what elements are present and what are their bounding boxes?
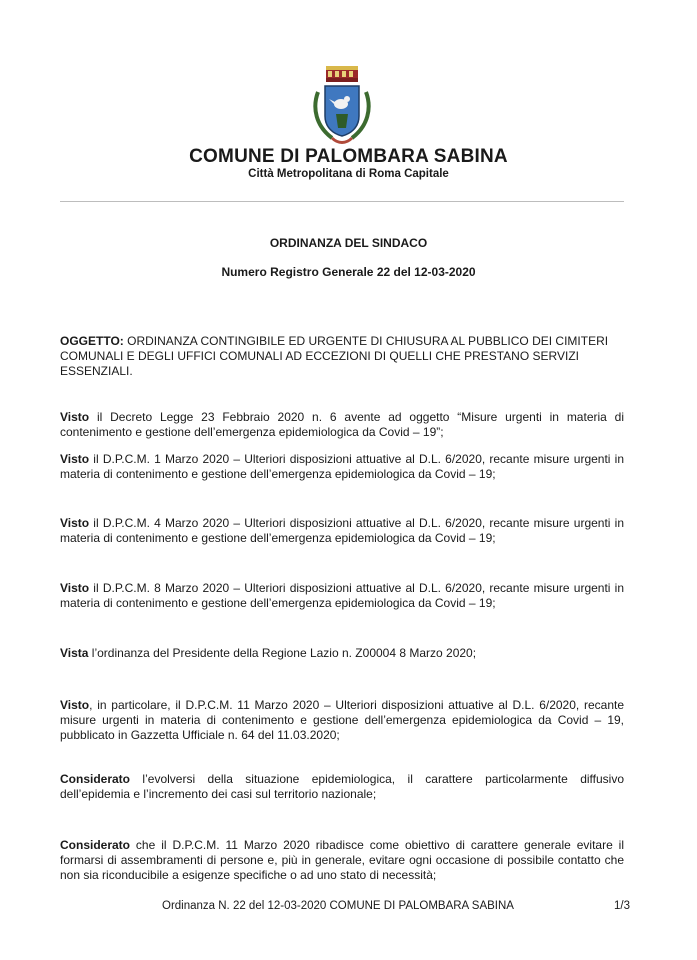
- paragraph-text: l’ordinanza del Presidente della Regione Lazio n. Z00004 8 Marzo 2020;: [88, 646, 477, 660]
- paragraph-lead: Visto: [60, 698, 90, 712]
- city-subtitle: Città Metropolitana di Roma Capitale: [248, 168, 449, 180]
- page-number: 1/3: [614, 900, 630, 912]
- paragraph-text: l’evolversi della situazione epidemiologica, il carattere particolarmente diffusivo dell’epidemia e l’incremento dei casi sul territorio nazionale;: [60, 772, 624, 801]
- document-title: ORDINANZA DEL SINDACO: [269, 236, 428, 250]
- paragraph-lead: Visto: [60, 452, 90, 466]
- subject-text: ORDINANZA CONTINGIBILE ED URGENTE DI CHIUSURA AL PUBBLICO DEI CIMITERI COMUNALI E DEGLI UFFICI COMUNALI AD ECCEZIONI DI QUELLI CHE PRESTANO SERVIZI ESSENZIALI.: [60, 334, 609, 378]
- paragraph-lead: Considerato: [60, 772, 131, 786]
- paragraph-text: il D.P.C.M. 1 Marzo 2020 – Ulteriori disposizioni attuative al D.L. 6/2020, recante misure urgenti in materia di contenimento e gestione dell’emergenza epidemiologica da Covid – 19;: [60, 452, 624, 481]
- paragraph-lead: Visto: [60, 516, 90, 530]
- paragraph-lead: Vista: [60, 646, 89, 660]
- paragraph-text: il D.P.C.M. 4 Marzo 2020 – Ulteriori disposizioni attuative al D.L. 6/2020, recante misure urgenti in materia di contenimento e gestione dell’emergenza epidemiologica da Covid – 19;: [60, 516, 624, 545]
- paragraph: [60, 698, 624, 743]
- coat-of-arms-icon: [310, 64, 374, 146]
- subject-paragraph: [60, 334, 624, 379]
- paragraph: [60, 452, 624, 482]
- paragraph: [60, 646, 624, 661]
- subject-label: OGGETTO:: [60, 334, 124, 348]
- paragraph: [60, 581, 624, 611]
- paragraph-lead: Considerato: [60, 838, 131, 852]
- paragraph: [60, 772, 624, 802]
- paragraph-lead: Visto: [60, 581, 90, 595]
- paragraph-lead: Visto: [60, 410, 90, 424]
- paragraph: [60, 410, 624, 440]
- header-divider: [60, 201, 624, 202]
- paragraph: [60, 838, 624, 883]
- register-number: Numero Registro Generale 22 del 12-03-2020: [221, 265, 476, 279]
- paragraph-text: il Decreto Legge 23 Febbraio 2020 n. 6 avente ad oggetto “Misure urgenti in materia di contenimento e gestione dell’emergenza epidemiologica da Covid – 19”;: [60, 410, 624, 439]
- city-name: COMUNE DI PALOMBARA SABINA: [189, 146, 508, 167]
- paragraph-text: il D.P.C.M. 8 Marzo 2020 – Ulteriori disposizioni attuative al D.L. 6/2020, recante misure urgenti in materia di contenimento e gestione dell’emergenza epidemiologica da Covid – 19;: [60, 581, 624, 610]
- paragraph-text: che il D.P.C.M. 11 Marzo 2020 ribadisce come obiettivo di carattere generale evitare il formarsi di assembramenti di persone e, più in generale, evitare ogni occasione di possibile contatto che non sia riconducibile a esigenze specifiche o ad uno stato di necessità;: [60, 838, 624, 882]
- footer-text: Ordinanza N. 22 del 12-03-2020 COMUNE DI PALOMBARA SABINA: [162, 900, 514, 912]
- paragraph: [60, 516, 624, 546]
- paragraph-text: , in particolare, il D.P.C.M. 11 Marzo 2020 – Ulteriori disposizioni attuative al D.L. 6/2020, recante misure urgenti in materia di contenimento e gestione dell’emergenza epidemiologica da Covid – 19, pubblicato in Gazzetta Ufficiale n. 64 del 11.03.2020;: [60, 698, 624, 742]
